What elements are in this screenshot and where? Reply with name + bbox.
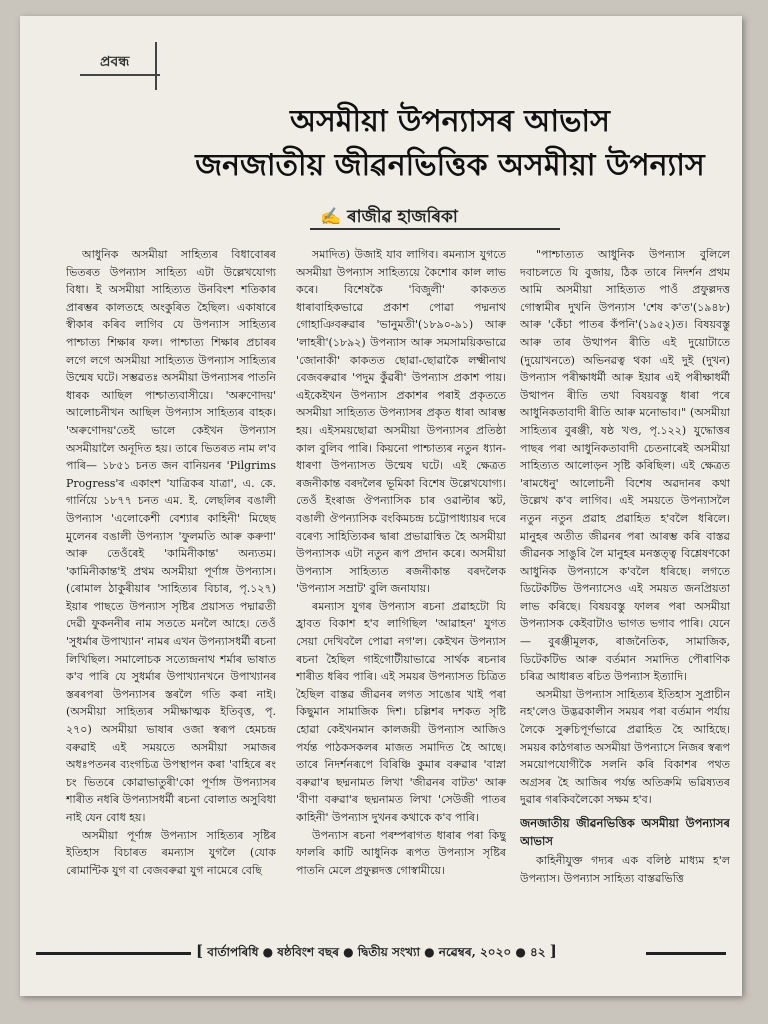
paragraph: সমাদিত) উজাই যাব লাগিব। ৰমন্যাস যুগতে অসমীয়া উপন্যাস সাহিত্যয়ে কৈশোৰ কাল লাভ কৰে। বিশেষকৈ 'বিজুলী' কাকতত ধাৰাবাহিকভাৱে প্ৰকাশ পোৱা পদ্মনাথ গোহাঞিবৰুৱাৰ 'ভানুমতী'(১৮৯০-৯১) আৰু 'লাহৰী'(১৮৯২) উপন্যাস আৰু সমসাময়িকভাৱে 'জোনাকী' কাকতত ছোৱা-ছোৱাকৈ লক্ষ্মীনাথ বেজবৰুৱাৰ 'পদুম কুঁৱৰী' উপন্যাস প্ৰকাশ পায়। এইকেইখন উপন্যাস প্ৰকাশৰ পৰাই প্ৰকৃততে অসমীয়া সাহিত্যত উপন্যাসৰ প্ৰকৃত ধাৰা আৰম্ভ হয়। এইসময়ছোৱা অসমীয়া উপন্যাসৰ প্ৰতিষ্ঠা কাল বুলিব পাৰি। কিয়নো পাশ্চাত্যৰ নতুন ধ্যান-ধাৰণা উপন্যাসত উন্মেষ ঘটে। এই ক্ষেত্ৰত ৰজনীকান্ত বৰদলৈৰ ভূমিকা বিশেষ উল্লেখযোগ্য। তেওঁ ইংৰাজ ঔপন্যাসিক চাৰ ওৱাল্টাৰ স্কট, বঙালী ঔপন্যাসিক বংকিমচন্দ্ৰ চট্টোপাধ্যায়ৰ দৰে বৰেণ্য সাহিত্যিকৰ দ্বাৰা প্ৰভাৱান্বিত হৈ অসমীয়া উপন্যাসক এটা নতুন ৰূপ প্ৰদান কৰে। অসমীয়া উপন্যাস সাহিত্যত ৰজনীকান্ত বৰদলৈক 'উপন্যাস সম্ৰাট' বুলি জনাযায়। — [296, 248, 506, 596]
footer-rule-right — [646, 952, 726, 955]
paragraph: অসমীয়া উপন্যাস সাহিত্যৰ ইতিহাস সুপ্ৰাচীন নহ'লেও উদ্ভৱকালীন সময়ৰ পৰা বৰ্তমান পৰ্যায় লৈকে সুৰুচিপূৰ্ণভাৱে প্ৰৱাহিত হৈ আহিছে। সময়ৰ কাঠগৰাত অসমীয়া উপন্যাসে নিজৰ স্বৰূপ সময়োপযোগীকৈ সলনি কৰি বিকাশৰ পথত অগ্ৰসৰ হৈ আজিৰ পৰ্যন্ত অতিক্ৰমি ভৱিষ্যতৰ দুৱাৰ গৰকিবলৈকো সক্ষম হ'ব। — [520, 687, 730, 807]
paragraph: আধুনিক অসমীয়া সাহিত্যৰ বিধাবোৰৰ ভিতৰত উপন্যাস সাহিত্য এটা উল্লেখযোগ্য বিধা। ই অসমীয়া সাহিত্যত উনবিংশ শতিকাৰ প্ৰাৰম্ভৰ কালতহে অংকুৰিত হৈছিল। একাষাৰে স্বীকাৰ কৰিব লাগিব যে উপন্যাস সাহিত্যৰ পাশ্চাত্য শিক্ষাৰ ফল। পাশ্চাত্য শিক্ষাৰ প্ৰচাৰৰ লগে লগে অসমীয়া সাহিত্যত উপন্যাস সাহিত্যৰ উন্মেষ ঘটে। সম্ভৱতঃ অসমীয়া উপন্যাসৰ পাতনি ধাৰক আছিল পাশ্চাত্যবাসীয়ে। 'অৰুণোদয়' আলোচনীখন আছিল উপন্যাস সাহিত্যৰ বাহক। 'অৰুণোদয়'তেই ভালে কেইখন উপন্যাস অসমীয়ালৈ অনূদিত হয়। তাৰে ভিতৰত নাম ল'ব পাৰি— ১৮৫১ চনত জন বানিয়নৰ 'Pilgrims Progress'ৰ একাংশ 'যাত্ৰিকৰ যাত্ৰা', এ. কে. গাৰ্নিয়ে ১৮৭৭ চনত এম. ই. লেছলিৰ বঙালী উপন্যাস 'এলোকেশী বেশ্যাৰ কাহিনী' মিছেছ মুলেনৰ বঙালী উপন্যাস 'ফুলমতি আৰু কৰুণা' আৰু তেওঁৰেই 'কামিনীকান্ত' অন্যতম। 'কামিনীকান্ত'ই প্ৰথম অসমীয়া পূৰ্ণাঙ্গ উপন্যাস। (ৰোমাল ঠাকুৰীয়াৰ 'সাহিত্যৰ বিচাৰ, পৃ.১২৭) ইয়াৰ পাছতে উপন্যাস সৃষ্টিৰ প্ৰয়াসত পদ্মাৱতী দেৱী ফুকননীৰ নাম সততে মনলৈ আহে। তেওঁ 'সুধৰ্মাৰ উপাখ্যান' নামৰ এখন উপন্যাসধৰ্মী ৰচনা লিখিছিল। সমালোচক সত্যেন্দ্ৰনাথ শৰ্মাৰ ভাষাত ক'ব পাৰি যে সুধৰ্মাৰ উপাখ্যানখনে উপাখ্যানৰ স্তৰৰপৰা উপন্যাসৰ স্তৰলৈ গতি কৰা নাই। (অসমীয়া সাহিত্যৰ সমীক্ষাত্মক ইতিবৃত্ত, পৃ. ২৭০) অসমীয়া ভাষাৰ ওজা স্বৰূপ হেমচন্দ্ৰ বৰুৱাই এই সময়তে অসমীয়া সমাজৰ অধঃপতনৰ ব্যংগচিত্ৰ উপস্থাপন কৰা 'বাহিৰে ৰং চং ভিতৰে কোৱাভাতুৰী'কো পূৰ্ণাঙ্গ উপন্যাসৰ শাৰীত নধৰি উপন্যাসধৰ্মী ৰচনা বোলাত অসুবিধা নাই যেন বোধ হয়। — [66, 248, 276, 824]
paragraph: "পাশ্চাত্যত আধুনিক উপন্যাস বুলিলে দবাচলতে যি বুজায়, ঠিক তাৰে নিদৰ্শন প্ৰথম আমি অসমীয়া সাহিত্যত পাওঁ প্ৰফুল্লদত্ত গোস্বামীৰ দুখনি উপন্যাস 'শেষ ক'ত'(১৯৪৮) আৰু 'কেঁচা পাতৰ কঁপনি'(১৯৫২)ত। বিষয়বস্তু আৰু তাৰ উত্থাপন ৰীতি এই দুয়োটাতে (দুয়োখনতে) অভিনৱত্ব থকা এই দুই (দুখন) উপন্যাস পৰীক্ষাধৰ্মী আৰু ইয়াৰ এই পৰীক্ষাধৰ্মী উত্থাপন ৰীতি তথা বিষয়বস্তু ধাৰা পৰে আধুনিকতাবাদী ৰীতি আৰু মনোভাব।" (অসমীয়া সাহিত্যৰ বুৰঞ্জী, ষষ্ঠ খণ্ড, পৃ.১২২) যুদ্ধোত্তৰ পাছৰ পৰা আধুনিকতাবাদী চেতনাৰেই অসমীয়া সাহিত্যত আলোড়ন সৃষ্টি কৰিছিল। এই ক্ষেত্ৰত 'ৰামধেনু' আলোচনী বিশেষ অৱদানৰ কথা উল্লেখ ক'ব লাগিব। এই সময়তে উপন্যাসলৈ নতুন নতুন প্ৰৱাহ প্ৰৱাহিত হ'বলৈ ধৰিলে। মানুহৰ অতীত জীৱনৰ পৰা আৰম্ভ কৰি বাস্তৱ জীৱনক সাঙুৰি লৈ মানুহৰ মনস্তত্ত্ব বিশ্লেষণকো আধুনিক উপন্যাসে ক'বলৈ ধৰিছে। লগতে ডিটেকটিভ উপন্যাসেও এই সময়ত জনপ্ৰিয়তা লাভ কৰিছে। বিষয়বস্তু ফালৰ পৰা অসমীয়া উপন্যাসক কেইবাটাও ভাগত ভগাব পাৰি। যেনে— বুৰঞ্জীমূলক, ৰাজনৈতিক, সামাজিক, ডিটেকটিভ আৰু বৰ্তমান সমাদিত পৌৰাণিক চৰিত্ৰ আধাৰত ৰচিত উপন্যাস ইত্যাদি। — [520, 248, 730, 684]
paragraph: কাহিনীযুক্ত গদ্যৰ এক বলিষ্ঠ মাধ্যম হ'ল উপন্যাস। উপন্যাস সাহিত্য বাস্তৱভিত্তি — [520, 854, 730, 885]
footer-bracket-open: [ — [196, 942, 204, 960]
text-column-1 — [66, 246, 276, 901]
paragraph: ৰমন্যাস যুগৰ উপন্যাস ৰচনা প্ৰৱাহটো যি হ্ৰাবত বিকাশ হ'ব লাগিছিল 'আৱাহন' যুগত সেয়া দেখিবলৈ পোৱা নগ'ল। কেইখন উপন্যাস ৰচনা হৈছিল গাইগোটীয়াভাৱে সাৰ্থক ৰচনাৰ শাৰীত ধৰিব পাৰি। এই সময়ৰ উপন্যাসত চিত্ৰিত হৈছিল বাস্তৱ জীৱনৰ লগত সাঙোৰ খাই পৰা কিছুমান সামাজিক দিশ। চল্লিশৰ দশকত সৃষ্টি হোৱা কেইখনমান কালজয়ী উপন্যাস আজিও পৰ্যন্ত পাঠকসকলৰ মাজত সমাদিত হৈ আছে। তাৰে নিদৰ্শনৰূপে বিৰিঞ্চি কুমাৰ বৰুৱাৰ 'বাস্না বৰুৱা'ৰ ছদ্মনামত লিখা 'জীৱনৰ বাটত' আৰু 'বীণা বৰুৱা'ৰ ছদ্মনামত লিখা 'সেউজী পাতৰ কাহিনী' উপন্যাস দুখনৰ কথাকে ক'ব পাৰি। — [296, 599, 506, 824]
paragraph: উপন্যাস ৰচনা পৰম্পৰাগত ধাৰাৰ পৰা কিছু ফালৰি কাটি আধুনিক ৰূপত উপন্যাস সৃষ্টিৰ পাতনি মেলে প্ৰফুল্লদত্ত গোস্বামীয়ে। — [296, 828, 506, 877]
footer-rule-left — [36, 952, 191, 955]
subheading: জনজাতীয় জীৱনভিত্তিক অসমীয়া উপন্যাসৰ আভাস — [520, 816, 730, 848]
magazine-page — [20, 16, 742, 996]
paragraph: অসমীয়া পূৰ্ণাঙ্গ উপন্যাস সাহিত্যৰ সৃষ্টিৰ ইতিহাস বিচাৰত ৰমন্যাস যুগলৈ (যোক ৰোমান্টিক যুগ বা বেজবৰুৱা যুগ নামেৰে বেছি — [66, 828, 276, 877]
footer-bracket-close: ] — [549, 942, 557, 960]
text-column-2 — [296, 246, 506, 901]
footer-text — [196, 942, 557, 964]
article-title — [170, 100, 730, 188]
title-line-2: জনজাতীয় জীৱনভিত্তিক অসমীয়া উপন্যাস — [195, 148, 705, 183]
title-line-1: অসমীয়া উপন্যাসৰ আভাস — [290, 104, 610, 139]
section-underline — [80, 74, 160, 76]
footer-issue-info: বাৰ্তাপৰিধি ● ষষ্ঠবিংশ বছৰ ● দ্বিতীয় সংখ্যা ● নৱেম্বৰ, ২০২০ ● ৪২ — [207, 945, 546, 959]
text-column-3 — [520, 246, 730, 901]
author-byline: ✍ ৰাজীৱ হাজৰিকা — [320, 207, 458, 227]
section-label: প্ৰবন্ধ — [100, 54, 130, 70]
author-underline — [310, 228, 560, 230]
section-divider — [155, 42, 157, 90]
page-footer — [36, 940, 736, 964]
